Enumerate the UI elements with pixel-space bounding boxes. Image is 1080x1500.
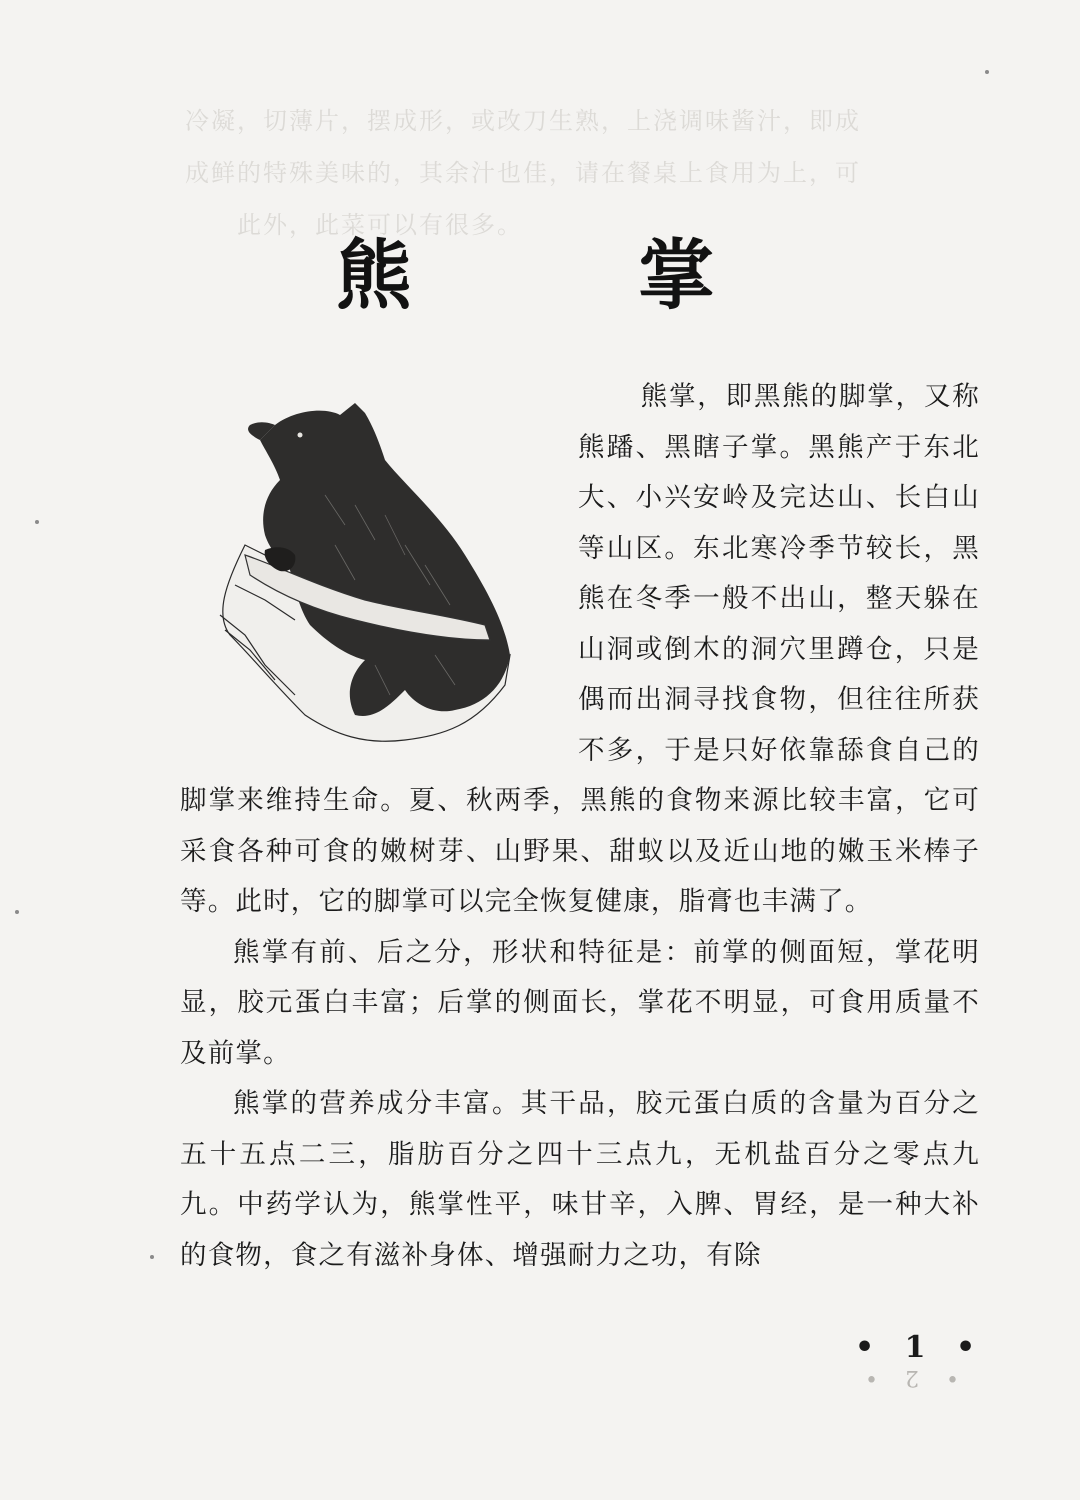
page-number: • 1 •: [855, 1330, 986, 1365]
article-body: [180, 372, 980, 1281]
paragraph-1-text: 熊掌，即黑熊的脚掌，又称熊蹯、黑瞎子掌。黑熊产于东北大、小兴安岭及完达山、长白山等山区。东北寒冷季节较长，黑熊在冬季一般不出山，整天躲在山洞或倒木的洞穴里蹲仓，只是偶而出洞寻找食物，但往往所获不多，于是只好依靠舔食自己的脚掌来维持生命。夏、秋两季，黑熊的食物来源比较丰富，它可采食各种可食的嫩树芽、山野果、甜蚁以及近山地的嫩玉米棒子等。此时，它的脚掌可以完全恢复健康，脂膏也丰满了。: [180, 381, 980, 917]
illustration-wrap-space: [180, 372, 578, 776]
paper-speck: [15, 910, 19, 914]
paper-speck: [150, 1255, 154, 1259]
reverse-page-number: • 2 •: [855, 1365, 959, 1390]
page-title: 熊 掌: [335, 231, 815, 320]
paragraph-3: 熊掌的营养成分丰富。其干品，胶元蛋白质的含量为百分之五十五点二三，脂肪百分之四十三点九，无机盐百分之零点九九。中药学认为，熊掌性平，味甘辛，入脾、胃经，是一种大补的食物，食之有滋补身体、增强耐力之功，有除: [180, 1088, 980, 1271]
reverse-side-bleedthrough: 冷凝，切薄片，摆成形，或改刀生熟，上浇调味酱汁，即成 成鲜的特殊美味的，其余汁也佳，请在餐桌上食用为上，可 此外，此菜可以有很多。: [185, 107, 861, 239]
paragraph-2: 熊掌有前、后之分，形状和特征是：前掌的侧面短，掌花明显，胶元蛋白丰富；后掌的侧面长，掌花不明显，可食用质量不及前掌。: [180, 936, 980, 1069]
paper-speck: [985, 70, 989, 74]
paper-speck: [35, 520, 39, 524]
